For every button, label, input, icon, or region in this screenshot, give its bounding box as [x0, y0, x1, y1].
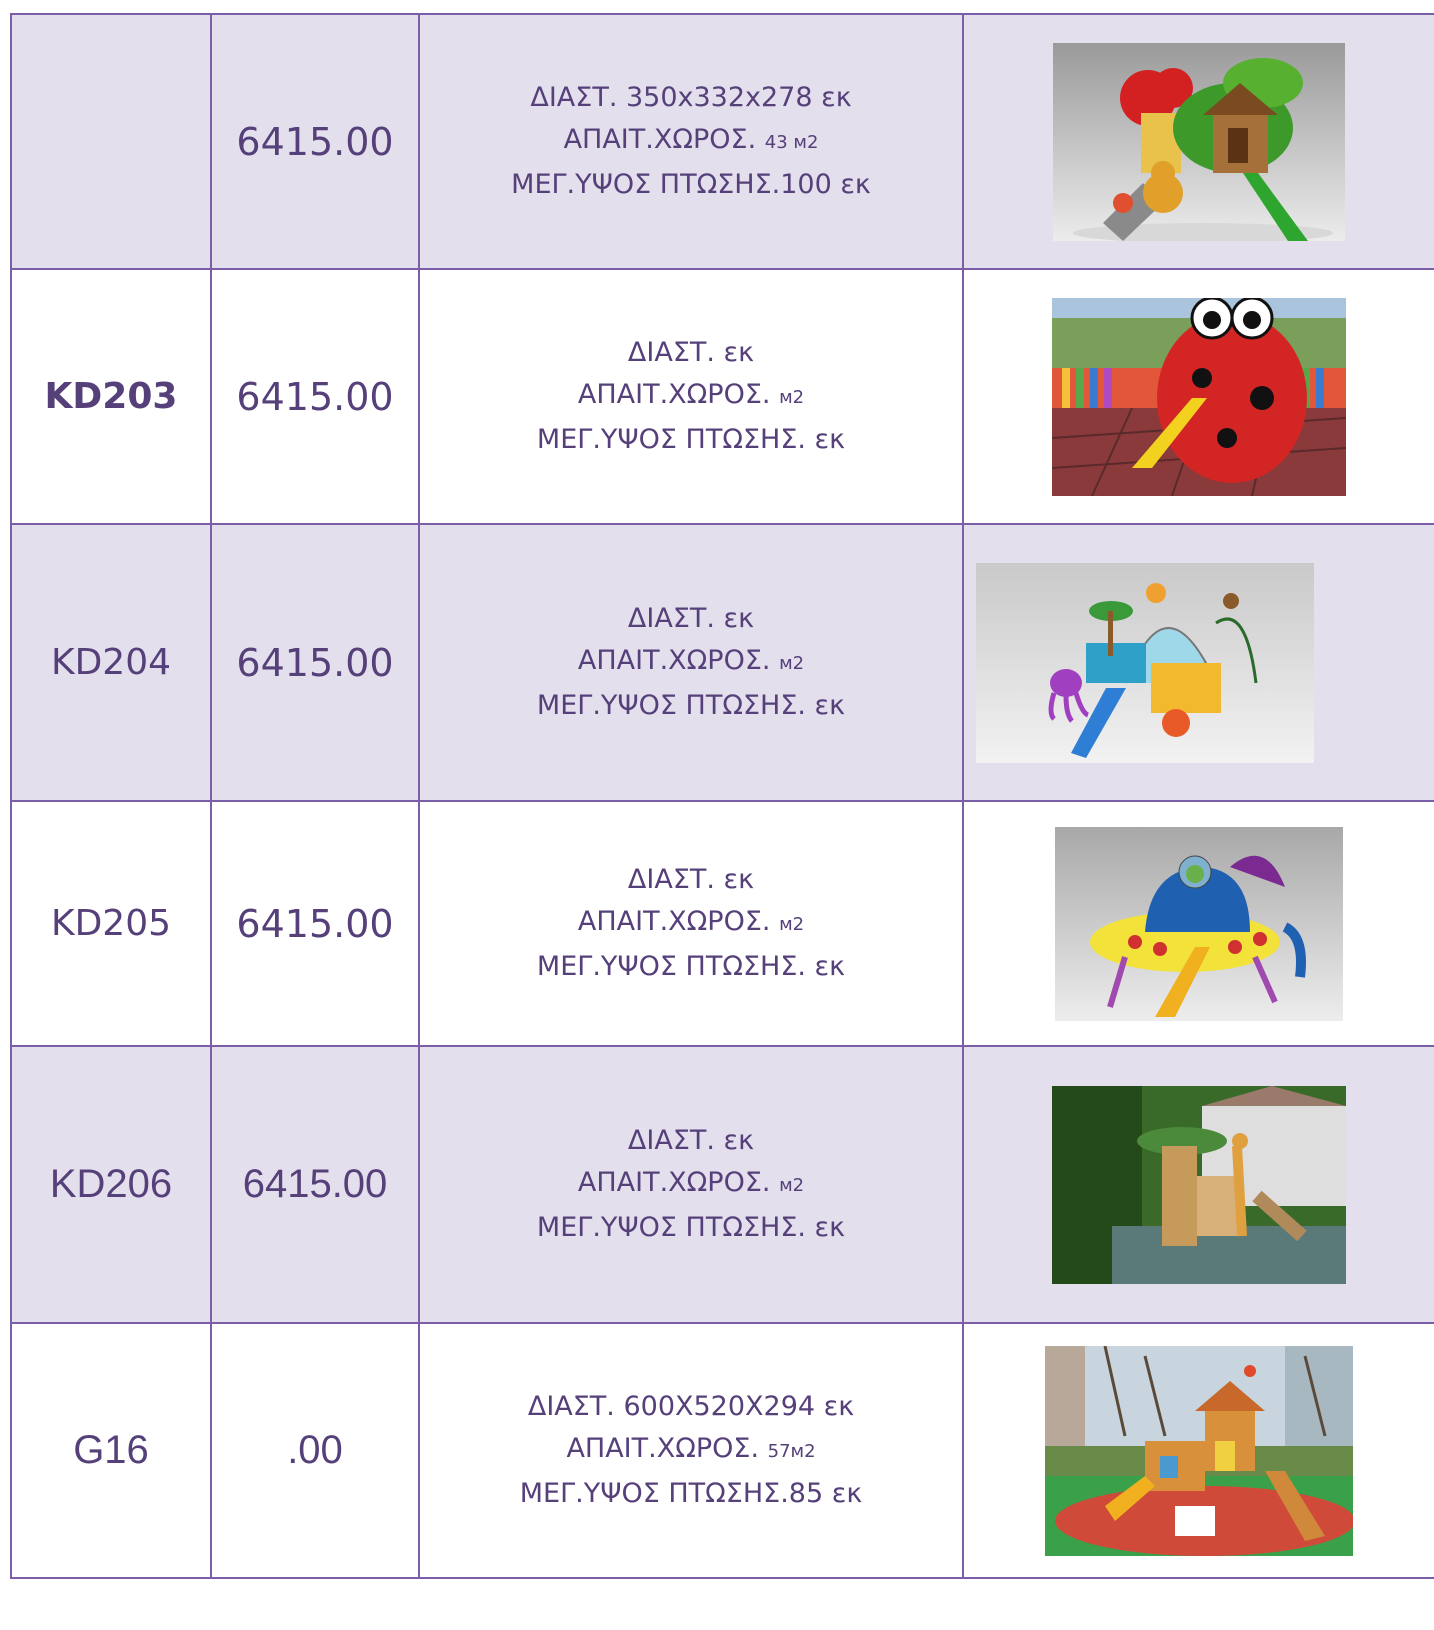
image-cell: [963, 524, 1434, 801]
price-cell: [211, 14, 419, 269]
spec-space-label: ΑΠΑΙΤ.ΧΩΡΟΣ.: [577, 645, 771, 676]
spec-dimensions: ΔΙΑΣΤ. 600X520X294 εκ: [527, 1391, 855, 1422]
product-code: KD203: [44, 376, 178, 417]
ladybug-playset-image: [1052, 298, 1346, 496]
wooden-park-playset-image: [1045, 1346, 1353, 1556]
product-code-cell: [11, 269, 211, 524]
product-code-cell: [11, 1046, 211, 1323]
spec-space: [420, 1428, 962, 1473]
table-row: [11, 1046, 1434, 1323]
price-cell: [211, 801, 419, 1046]
product-price: 6415.00: [236, 640, 394, 685]
table-row: [11, 269, 1434, 524]
product-code: KD205: [50, 903, 172, 944]
spec-space-label: ΑΠΑΙΤ.ΧΩΡΟΣ.: [577, 1167, 771, 1198]
spec-space: [420, 640, 962, 685]
spec-dimensions: ΔΙΑΣΤ. εκ: [627, 1125, 755, 1156]
product-price: .00: [287, 1428, 343, 1472]
spec-cell: [419, 1323, 963, 1578]
spec-fall-height: ΜΕΓ.ΥΨΟΣ ΠΤΩΣΗΣ. εκ: [536, 951, 846, 982]
spec-dimensions: ΔΙΑΣΤ. εκ: [627, 864, 755, 895]
product-code-cell: [11, 524, 211, 801]
image-cell: [963, 1323, 1434, 1578]
product-price: 6415.00: [242, 1162, 388, 1206]
table-row: [11, 14, 1434, 269]
table-row: [11, 524, 1434, 801]
treehouse-playset-image: [1053, 43, 1345, 241]
product-price: 6415.00: [236, 901, 394, 946]
spec-dimensions: ΔΙΑΣΤ. εκ: [627, 337, 755, 368]
spec-dimensions: ΔΙΑΣΤ. εκ: [627, 603, 755, 634]
product-code-cell: [11, 14, 211, 269]
spec-cell: [419, 1046, 963, 1323]
spec-space: [420, 374, 962, 419]
spec-space-label: ΑΠΑΙΤ.ΧΩΡΟΣ.: [563, 124, 757, 155]
product-price: 6415.00: [236, 374, 394, 419]
spec-space-value: 57м2: [767, 1441, 816, 1462]
spec-fall-height: ΜΕΓ.ΥΨΟΣ ΠΤΩΣΗΣ.100 εκ: [511, 169, 871, 200]
spec-cell: [419, 14, 963, 269]
price-cell: [211, 524, 419, 801]
spec-space: [420, 119, 962, 164]
product-table: [10, 13, 1434, 1579]
product-code: KD206: [49, 1162, 173, 1206]
spec-space-label: ΑΠΑΙΤ.ΧΩΡΟΣ.: [577, 379, 771, 410]
image-cell: [963, 269, 1434, 524]
spec-space-value: м2: [779, 387, 805, 408]
spec-space-value: м2: [779, 1175, 805, 1196]
ufo-playset-image: [1055, 827, 1343, 1021]
product-code-cell: [11, 801, 211, 1046]
image-cell: [963, 14, 1434, 269]
spec-fall-height: ΜΕΓ.ΥΨΟΣ ΠΤΩΣΗΣ.85 εκ: [519, 1478, 863, 1509]
spec-fall-height: ΜΕΓ.ΥΨΟΣ ΠΤΩΣΗΣ. εκ: [536, 1212, 846, 1243]
spec-space: [420, 901, 962, 946]
spec-space-label: ΑΠΑΙΤ.ΧΩΡΟΣ.: [577, 906, 771, 937]
price-cell: [211, 1323, 419, 1578]
price-cell: [211, 269, 419, 524]
product-price: 6415.00: [236, 119, 394, 164]
spec-space-value: м2: [779, 653, 805, 674]
product-code: G16: [73, 1428, 149, 1472]
spec-fall-height: ΜΕΓ.ΥΨΟΣ ΠΤΩΣΗΣ. εκ: [536, 690, 846, 721]
price-cell: [211, 1046, 419, 1323]
spec-dimensions: ΔΙΑΣΤ. 350x332x278 εκ: [530, 82, 852, 113]
spec-cell: [419, 269, 963, 524]
ocean-playset-image: [976, 563, 1314, 763]
spec-space-value: м2: [779, 914, 805, 935]
table-row: [11, 801, 1434, 1046]
spec-cell: [419, 524, 963, 801]
spec-cell: [419, 801, 963, 1046]
table-row: [11, 1323, 1434, 1578]
product-code-cell: [11, 1323, 211, 1578]
spec-space-value: 43 м2: [764, 132, 819, 153]
safari-playset-image: [1052, 1086, 1346, 1284]
image-cell: [963, 801, 1434, 1046]
spec-fall-height: ΜΕΓ.ΥΨΟΣ ΠΤΩΣΗΣ. εκ: [536, 424, 846, 455]
image-cell: [963, 1046, 1434, 1323]
spec-space-label: ΑΠΑΙΤ.ΧΩΡΟΣ.: [566, 1433, 760, 1464]
product-code: KD204: [50, 642, 172, 683]
spec-space: [420, 1162, 962, 1207]
